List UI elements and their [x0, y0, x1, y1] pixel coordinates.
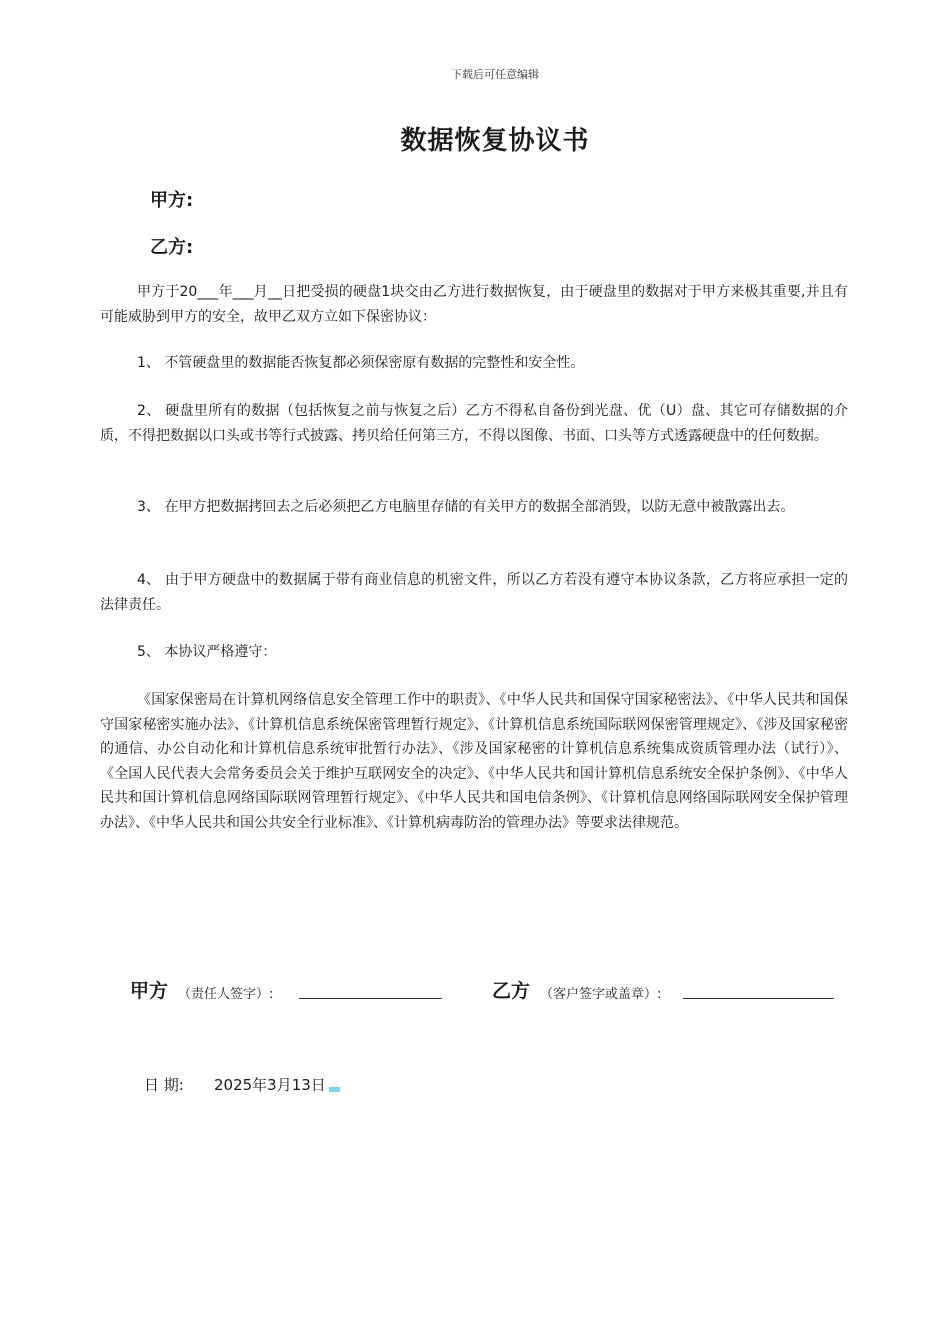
clause-5: 5、 本协议严格遵守：: [137, 644, 277, 660]
signature-line-party-a[interactable]: [299, 998, 442, 999]
date-row: [144, 1074, 340, 1095]
clause-1: 1、 不管硬盘里的数据能否恢复都必须保密原有数据的完整性和安全性。: [137, 355, 585, 371]
signature-line-party-b[interactable]: [683, 998, 834, 999]
signature-party-a: 甲方: [130, 980, 169, 1002]
signature-row: [130, 976, 850, 1010]
party-b-label: 乙方:: [150, 237, 194, 258]
clause-3: 3、 在甲方把数据拷回去之后必须把乙方电脑里存储的有关甲方的数据全部消毁，以防无意中被散露出去。: [137, 499, 795, 515]
date-value: 2025年3月13日: [214, 1076, 326, 1094]
clause-4: 4、 由于甲方硬盘中的数据属于带有商业信息的机密文件，所以乙方若没有遵守本协议条款，乙方将应承担一定的法律责任。: [100, 572, 848, 613]
document-title: 数据恢复协议书: [400, 126, 590, 156]
signature-party-b-note: （客户签字或盖章）:: [540, 987, 662, 1002]
date-label: 日 期:: [144, 1076, 184, 1094]
signature-party-b: 乙方: [492, 980, 531, 1002]
signature-party-a-note: （责任人签字）:: [178, 987, 274, 1002]
header-note: 下载后可任意编辑: [451, 68, 539, 81]
clause-2: 2、 硬盘里所有的数据（包括恢复之前与恢复之后）乙方不得私自备份到光盘、优（U）盘、其它可存储数据的介质，不得把数据以口头或书等行式披露、拷贝给任何第三方，不得以图像、书面、口头等方式透露硬盘中的任何数据。: [100, 403, 848, 444]
intro-paragraph: 甲方于20___年___月__日把受损的硬盘1块交由乙方进行数据恢复，由于硬盘里的数据对于甲方来极其重要,并且有可能威胁到甲方的安全，故甲乙双方立如下保密协议：: [100, 284, 848, 325]
party-a-label: 甲方:: [150, 190, 194, 211]
laws-paragraph: 《国家保密局在计算机网络信息安全管理工作中的职责》、《中华人民共和国保守国家秘密法》、《中华人民共和国保守国家秘密实施办法》、《计算机信息系统保密管理暂行规定》、《计算机信息系统国际联网保密管理规定》、《涉及国家秘密的通信、办公自动化和计算机信息系统审批暂行办法》、《涉及国家秘密的计算机信息系统集成资质管理办法（试行）》、《全国人民代表大会常务委员会关于维护互联网安全的决定》、《中华人民共和国计算机信息系统安全保护条例》、《中华人民共和国计算机信息网络国际联网管理暂行规定》、《中华人民共和国电信条例》、《计算机信息网络国际联网安全保护管理办法》、《中华人民共和国公共安全行业标准》、《计算机病毒防治的管理办法》等要求法律规范。: [100, 692, 848, 831]
text-cursor-mark: [329, 1087, 340, 1092]
